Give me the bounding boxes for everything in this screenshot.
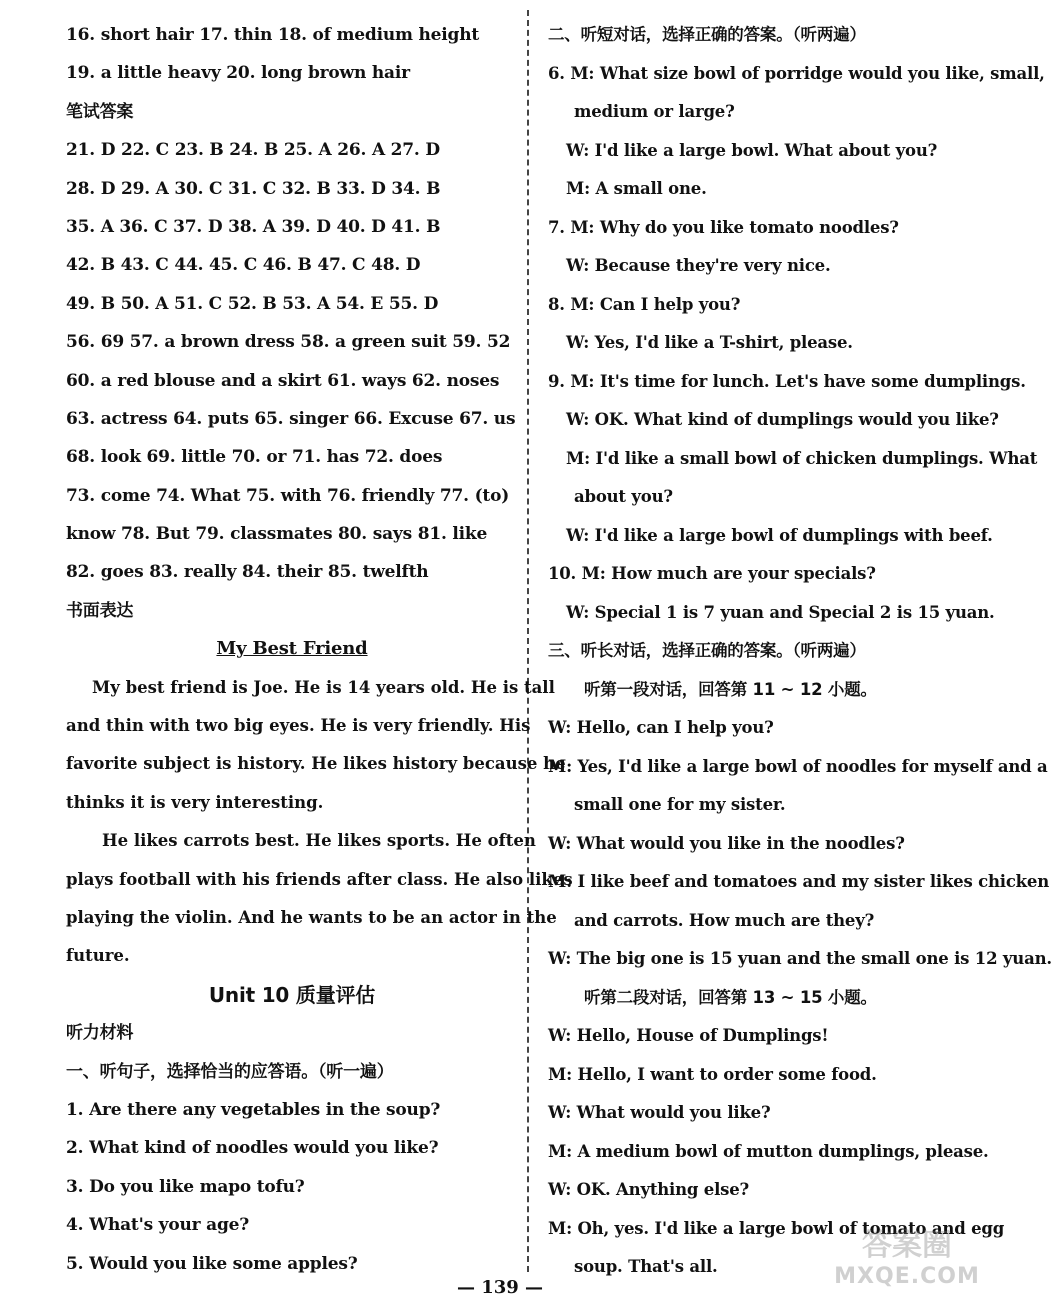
dialog-line: W: Yes, I'd like a T-shirt, please. bbox=[566, 333, 853, 352]
column-divider bbox=[527, 10, 529, 1272]
dialog1-intro: 听第一段对话，回答第 11 ~ 12 小题。 bbox=[584, 679, 877, 699]
dialog-line: W: I'd like a large bowl. What about you? bbox=[566, 140, 938, 160]
dialog-line: M: Yes, I'd like a large bowl of noodles for myself and a bbox=[548, 756, 1048, 776]
dialog-line: M: A small one. bbox=[566, 179, 707, 198]
question-item: 1. Are there any vegetables in the soup? bbox=[66, 1099, 441, 1120]
dialog-line: 10. M: How much are your specials? bbox=[548, 564, 876, 583]
writing-heading: 书面表达 bbox=[66, 600, 134, 621]
dialog-line: W: I'd like a large bowl of dumplings with beef. bbox=[566, 525, 993, 545]
watermark-logo bbox=[822, 1228, 992, 1298]
dialog-line: M: I'd like a small bowl of chicken dumplings. What bbox=[566, 448, 1038, 468]
dialog-line: M: Oh, yes. I'd like a large bowl of tomato and egg bbox=[548, 1218, 1005, 1238]
essay-line: favorite subject is history. He likes history because he bbox=[66, 754, 566, 774]
answer-line: 49. B 50. A 51. C 52. B 53. A 54. E 55. D bbox=[66, 293, 439, 314]
answer-line: 60. a red blouse and a skirt 61. ways 62. noses bbox=[66, 370, 500, 391]
dialog-line: 8. M: Can I help you? bbox=[548, 294, 741, 314]
dialog-line: W: What would you like in the noodles? bbox=[548, 833, 905, 853]
dialog2-intro: 听第二段对话，回答第 13 ~ 15 小题。 bbox=[584, 987, 877, 1007]
dialog-line: soup. That's all. bbox=[574, 1257, 718, 1276]
section1-heading: 一、听句子，选择恰当的应答语。（听一遍） bbox=[66, 1061, 394, 1082]
question-item: 3. Do you like mapo tofu? bbox=[66, 1176, 305, 1197]
watermark-url: MXQE.COM bbox=[834, 1264, 980, 1289]
dialog-line: W: Hello, House of Dumplings! bbox=[548, 1026, 829, 1045]
page-number: — 139 — bbox=[456, 1277, 544, 1298]
question-item: 5. Would you like some apples? bbox=[66, 1253, 358, 1274]
answer-line: 42. B 43. C 44. 45. C 46. B 47. C 48. D bbox=[66, 255, 421, 276]
dialog-line: W: The big one is 15 yuan and the small one is 12 yuan. bbox=[548, 949, 1052, 968]
essay-line: thinks it is very interesting. bbox=[66, 792, 324, 812]
dialog-line: M: I like beef and tomatoes and my sister likes chicken bbox=[548, 872, 1049, 891]
answer-line: 35. A 36. C 37. D 38. A 39. D 40. D 41. B bbox=[66, 216, 441, 237]
essay-line: He likes carrots best. He likes sports. He often bbox=[102, 831, 536, 851]
dialog-line: M: Hello, I want to order some food. bbox=[548, 1064, 877, 1084]
essay-line: and thin with two big eyes. He is very friendly. His bbox=[66, 716, 531, 736]
dialog-line: W: Special 1 is 7 yuan and Special 2 is 15 yuan. bbox=[566, 602, 995, 622]
essay-title: My Best Friend bbox=[216, 638, 368, 660]
answer-line: 28. D 29. A 30. C 31. C 32. B 33. D 34. B bbox=[66, 178, 441, 199]
dialog-line: small one for my sister. bbox=[574, 795, 786, 814]
answer-line: 68. look 69. little 70. or 71. has 72. does bbox=[66, 447, 443, 468]
essay-line: future. bbox=[66, 946, 130, 966]
answer-line: 19. a little heavy 20. long brown hair bbox=[66, 63, 410, 84]
dialog-line: medium or large? bbox=[574, 102, 735, 121]
dialog-line: 7. M: Why do you like tomato noodles? bbox=[548, 217, 899, 237]
essay-line: playing the violin. And he wants to be an actor in the bbox=[66, 907, 557, 927]
watermark-text: 答案圈 bbox=[862, 1228, 952, 1263]
dialog-line: W: OK. What kind of dumplings would you like? bbox=[566, 410, 999, 429]
left-column bbox=[66, 16, 573, 1283]
written-answers-heading: 笔试答案 bbox=[66, 101, 134, 122]
answer-line: 63. actress 64. puts 65. singer 66. Excuse 67. us bbox=[66, 408, 516, 429]
dialog-line: 6. M: What size bowl of porridge would you like, small, bbox=[548, 63, 1045, 83]
essay-body bbox=[66, 669, 573, 976]
dialog-line: 9. M: It's time for lunch. Let's have some dumplings. bbox=[548, 371, 1026, 391]
answer-line: 73. come 74. What 75. with 76. friendly 77. (to) bbox=[66, 485, 510, 506]
section3-heading: 三、听长对话，选择正确的答案。（听两遍） bbox=[548, 641, 866, 660]
essay-line: plays football with his friends after class. He also likes bbox=[66, 869, 573, 889]
essay-line: My best friend is Joe. He is 14 years old. He is tall bbox=[92, 677, 555, 697]
answer-line: 56. 69 57. a brown dress 58. a green suit 59. 52 bbox=[66, 332, 511, 353]
dialog-line: W: What would you like? bbox=[548, 1103, 771, 1122]
dialog-line: W: Hello, can I help you? bbox=[548, 718, 774, 737]
answer-line: know 78. But 79. classmates 80. says 81. like bbox=[66, 524, 488, 545]
answer-line: 21. D 22. C 23. B 24. B 25. A 26. A 27. D bbox=[66, 140, 440, 161]
dialog-line: M: A medium bowl of mutton dumplings, please. bbox=[548, 1141, 989, 1161]
right-column bbox=[548, 16, 1052, 1287]
dialog-line: W: Because they're very nice. bbox=[566, 256, 831, 275]
answer-line: 82. goes 83. really 84. their 85. twelfth bbox=[66, 562, 429, 583]
dialog-line: W: OK. Anything else? bbox=[548, 1180, 750, 1199]
dialog-line: and carrots. How much are they? bbox=[574, 910, 875, 930]
question-item: 2. What kind of noodles would you like? bbox=[66, 1138, 439, 1159]
listening-heading: 听力材料 bbox=[66, 1023, 134, 1044]
unit-title: Unit 10 质量评估 bbox=[208, 982, 376, 1007]
question-item: 4. What's your age? bbox=[66, 1215, 250, 1236]
dialog-line: about you? bbox=[574, 487, 673, 506]
section2-heading: 二、听短对话，选择正确的答案。（听两遍） bbox=[548, 25, 866, 44]
answer-line: 16. short hair 17. thin 18. of medium height bbox=[66, 25, 480, 45]
